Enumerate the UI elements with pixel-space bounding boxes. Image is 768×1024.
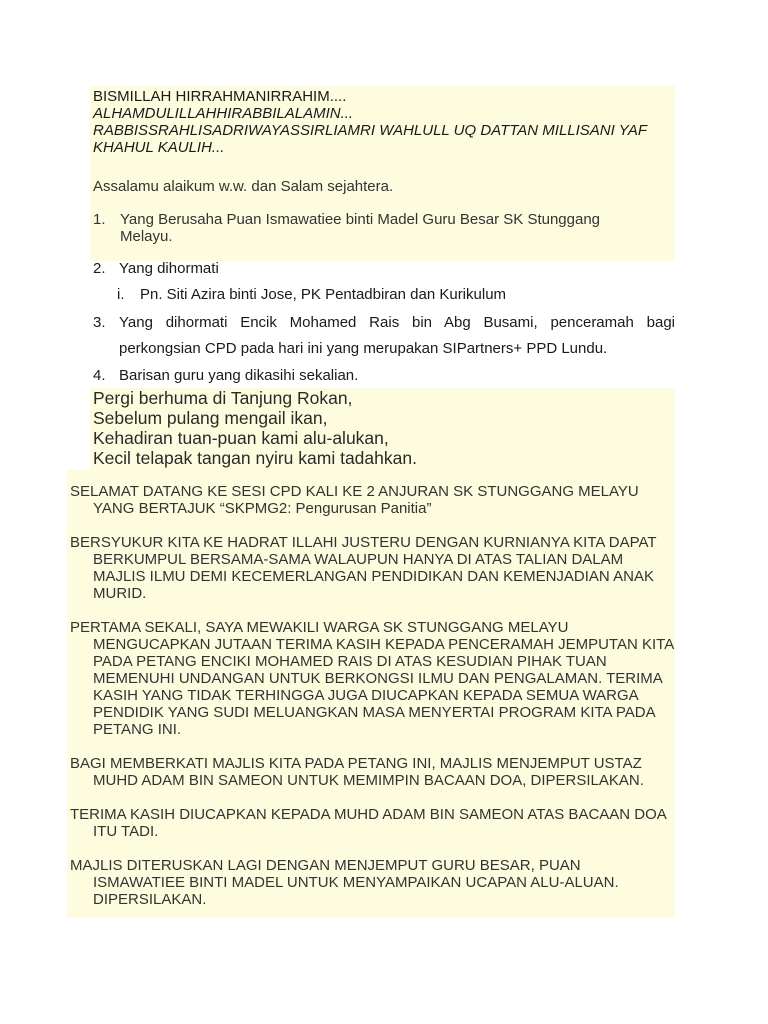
paragraph-thanks-speaker: PERTAMA SEKALI, SAYA MEWAKILI WARGA SK STUNGGANG MELAYU MENGUCAPKAN JUTAAN TERIMA KASIH KEPADA PENCERAMAH JEMPUTAN KITA PADA PETANG ENCIKI MOHAMED RAIS DI ATAS KESUDIAN PIHAK TUAN MEMENUHI UNDANGAN UNTUK BERKONGSI ILMU DAN PENGALAMAN. TERIMA KASIH YANG TIDAK TERHINGGA JUGA DIUCAPKAN KEPADA SEMUA WARGA PENDIDIK YANG SUDI MELUANGKAN MASA MENYERTAI PROGRAM KITA PADA PETANG INI.: [70, 619, 674, 738]
pantun-line-1: Pergi berhuma di Tanjung Rokan,: [93, 388, 353, 408]
bismillah-line: BISMILLAH HIRRAHMANIRRAHIM....: [93, 88, 347, 105]
protocol-item-1-line-2: Melayu.: [120, 228, 173, 245]
protocol-item-4-text: Barisan guru yang dikasihi sekalian.: [119, 367, 359, 384]
item-number: 1.: [93, 211, 106, 228]
protocol-item-2-text: Yang dihormati: [119, 260, 219, 277]
paragraph-welcome: SELAMAT DATANG KE SESI CPD KALI KE 2 ANJURAN SK STUNGGANG MELAYU YANG BERTAJUK “SKPMG2: Pengurusan Panitia”: [70, 483, 639, 517]
protocol-item-1-line-1: Yang Berusaha Puan Ismawatiee binti Madel Guru Besar SK Stunggang: [120, 211, 601, 228]
protocol-item-1: [93, 211, 675, 245]
main-script-section: [67, 470, 675, 918]
opening-section: [90, 86, 675, 261]
item-number: 4.: [93, 367, 106, 384]
protocol-item-2: [93, 259, 675, 279]
paragraph-doa-invite: BAGI MEMBERKATI MAJLIS KITA PADA PETANG INI, MAJLIS MENJEMPUT USTAZ MUHD ADAM BIN SAMEON UNTUK MEMIMPIN BACAAN DOA, DIPERSILAKAN.: [70, 755, 644, 789]
paragraph-gratitude: BERSYUKUR KITA KE HADRAT ILLAHI JUSTERU DENGAN KURNIANYA KITA DAPAT BERKUMPUL BERSAMA-SAMA WALAUPUN HANYA DI ATAS TALIAN DALAM MAJLIS ILMU DEMI KECEMERLANGAN PENDIDIKAN DAN KEMENJADIAN ANAK MURID.: [70, 534, 657, 602]
item-number: 3.: [93, 314, 106, 331]
item-number: 2.: [93, 260, 106, 277]
protocol-item-4: [93, 366, 675, 386]
paragraph-doa-thanks: TERIMA KASIH DIUCAPKAN KEPADA MUHD ADAM BIN SAMEON ATAS BACAAN DOA ITU TADI.: [70, 806, 666, 840]
protocol-item-3: [93, 310, 675, 362]
doa-line-1: RABBISSRAHLISADRIWAYASSIRLIAMRI WAHLULL UQ DATTAN MILLISANI YAF: [93, 122, 648, 139]
pantun-section: [90, 388, 675, 470]
pantun-line-3: Kehadiran tuan-puan kami alu-alukan,: [93, 428, 389, 448]
protocol-subitem-text: Pn. Siti Azira binti Jose, PK Pentadbiran dan Kurikulum: [140, 286, 507, 303]
doa-line-2: KHAHUL KAULIH...: [93, 139, 225, 156]
paragraph-headmaster-invite: MAJLIS DITERUSKAN LAGI DENGAN MENJEMPUT GURU BESAR, PUAN ISMAWATIEE BINTI MADEL UNTUK MENYAMPAIKAN UCAPAN ALU-ALUAN. DIPERSILAKAN.: [70, 857, 619, 908]
pantun-line-4: Kecil telapak tangan nyiru kami tadahkan.: [93, 448, 417, 468]
alhamdulillah-line: ALHAMDULILLAHHIRABBILALAMIN...: [93, 105, 354, 122]
item-number: i.: [117, 286, 125, 303]
greeting: Assalamu alaikum w.w. dan Salam sejahtera.: [93, 178, 394, 195]
protocol-list: [93, 259, 675, 386]
pantun-line-2: Sebelum pulang mengail ikan,: [93, 408, 328, 428]
protocol-subitem-i: [93, 285, 675, 305]
protocol-item-3-line-1: Yang dihormati Encik Mohamed Rais bin Abg Busami, penceramah bagi: [119, 314, 675, 331]
protocol-item-3-line-2: perkongsian CPD pada hari ini yang merupakan SIPartners+ PPD Lundu.: [119, 340, 608, 357]
